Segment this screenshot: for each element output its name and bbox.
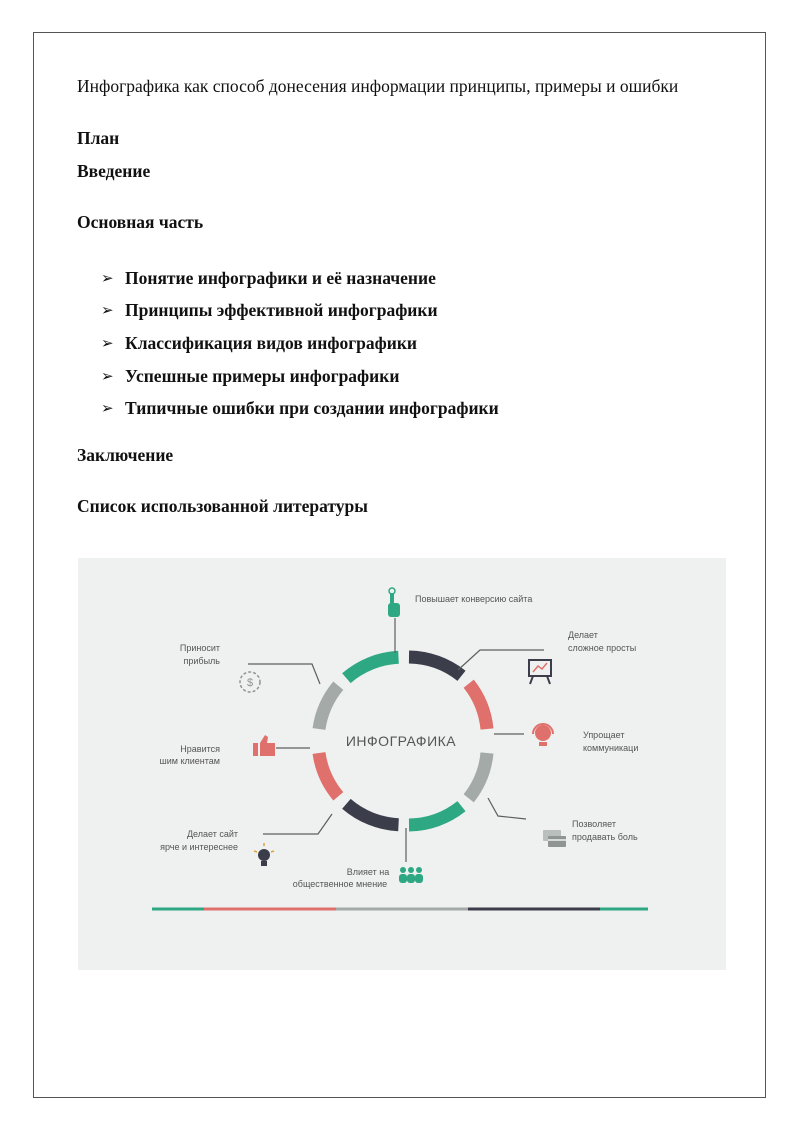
plan-heading: План <box>77 128 120 148</box>
lightbulb-icon <box>254 843 274 866</box>
arrow-bullet-icon: ➢ <box>101 335 114 352</box>
ring-segment-green-bottom <box>409 806 462 825</box>
credit-cards-icon <box>543 830 566 847</box>
infographic-svg <box>78 558 726 970</box>
label-bottom-line2: общественное мнение <box>292 879 388 889</box>
ring-segment-dark-topright <box>409 657 462 676</box>
list-item-text: Классификация видов инфографики <box>125 332 417 353</box>
label-left1-line1: Приносит <box>179 643 220 653</box>
main-part-list <box>101 262 499 425</box>
ring-segment-dark-bottomleft <box>346 804 398 825</box>
list-item-text: Успешные примеры инфографики <box>125 365 400 386</box>
arrow-bullet-icon: ➢ <box>101 270 114 287</box>
label-right1-line2: сложное просты <box>568 643 637 653</box>
ring-segment-red-right <box>469 684 487 729</box>
main-part-heading: Основная часть <box>77 212 204 232</box>
thumbs-up-icon <box>253 735 275 756</box>
headset-support-icon <box>533 724 553 746</box>
list-item <box>101 262 499 295</box>
list-item-text: Принципы эффективной инфографики <box>125 300 438 321</box>
people-group-icon <box>399 867 423 883</box>
label-right1-line1: Делает <box>568 630 598 640</box>
label-left2-line2: шим клиентам <box>159 756 220 766</box>
label-left1-line2: прибыль <box>183 656 220 666</box>
list-item <box>101 360 499 393</box>
pointer-hand-icon <box>388 588 400 617</box>
infographic-image <box>78 558 726 970</box>
label-bottom-line1: Влияет на <box>346 867 390 877</box>
references-heading: Список использованной литературы <box>77 496 368 516</box>
label-right2-line1: Упрощает <box>583 730 625 740</box>
ring-segment-green-top <box>346 657 398 678</box>
label-left3-line1: Делает сайт <box>186 829 238 839</box>
list-item <box>101 327 499 360</box>
arrow-bullet-icon: ➢ <box>101 368 114 385</box>
list-item <box>101 392 499 425</box>
presentation-board-icon <box>529 660 551 684</box>
ring-segment-gray-right <box>469 753 487 798</box>
list-item-text: Типичные ошибки при создании инфографики <box>125 398 499 419</box>
svg-text:$: $ <box>246 677 254 689</box>
arrow-bullet-icon: ➢ <box>101 303 114 320</box>
label-left2-line1: Нравится <box>180 744 220 754</box>
ring-segment-gray-left <box>319 686 338 729</box>
infographic-center-label: ИНФОГРАФИКА <box>345 733 457 749</box>
list-item <box>101 295 499 328</box>
arrow-bullet-icon: ➢ <box>101 401 114 418</box>
dollar-coin-icon <box>240 672 260 692</box>
conclusion-heading: Заключение <box>77 445 174 465</box>
list-item-text: Понятие инфографики и её назначение <box>125 267 436 288</box>
label-right3-line2: продавать боль <box>572 832 638 842</box>
document-title: Инфографика как способ донесения информации принципы, примеры и ошибки <box>77 76 679 96</box>
label-left3-line2: ярче и интереснее <box>160 842 238 852</box>
intro-heading: Введение <box>77 161 151 181</box>
label-right2-line2: коммуникаци <box>583 743 639 753</box>
ring-segment-red-left <box>319 753 338 796</box>
label-right3-line1: Позволяет <box>572 819 616 829</box>
label-top: Повышает конверсию сайта <box>415 594 533 604</box>
